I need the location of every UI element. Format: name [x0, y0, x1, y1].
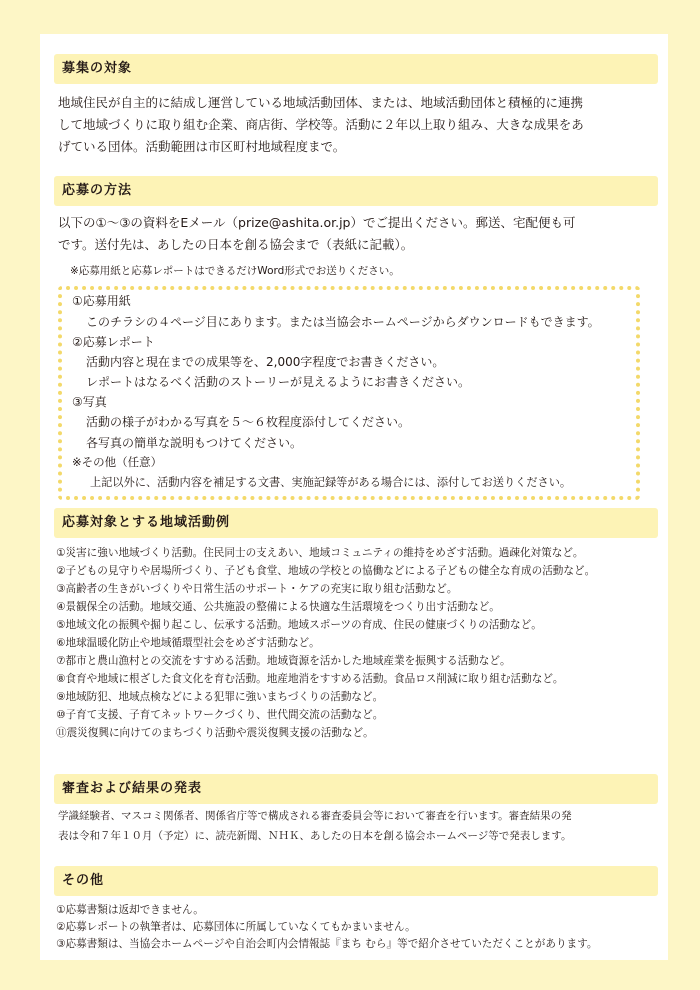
list-item: ⑨地域防犯、地域点検などによる犯罪に強いまちづくりの活動など。: [56, 691, 384, 703]
list-item: ⑤地域文化の振興や掘り起こし、伝承する活動。地域スポーツの育成、住民の健康づくりの活動など。: [56, 619, 542, 631]
list-item: ①応募書類は返却できません。: [56, 904, 204, 916]
review-line: 学識経験者、マスコミ関係者、関係省庁等で構成される審査委員会等において審査を行います。審査結果の発: [58, 810, 572, 822]
word-format-note: ※応募用紙と応募レポートはできるだけWord形式でお送りください。: [70, 265, 400, 277]
review-line: 表は令和７年１０月（予定）に、読売新聞、ＮＨＫ、あしたの日本を創る協会ホームページ等で発表します。: [58, 830, 572, 842]
target-line: 地域住民が自主的に結成し運営している地域活動団体、または、地域活動団体と積極的に連携: [58, 95, 584, 110]
list-item: ⑪震災復興に向けてのまちづくり活動や震災復興支援の活動など。: [56, 727, 374, 739]
list-item: ②子どもの見守りや居場所づくり、子ども食堂、地域の学校との協働などによる子どもの健全な育成の活動など。: [56, 565, 596, 577]
flyer-page: [40, 34, 668, 960]
list-item: ③高齢者の生きがいづくりや日常生活のサポート・ケアの充実に取り組む活動など。: [56, 583, 458, 595]
method-description: [58, 212, 662, 256]
list-item: ①災害に強い地域づくり活動。住民同士の支えあい、地域コミュニティの維持をめざす活動。過疎化対策など。: [56, 547, 584, 559]
activity-examples-list: [56, 544, 595, 742]
list-item: ⑩子育て支援、子育てネットワークづくり、世代間交流の活動など。: [56, 709, 384, 721]
doc-item-text: 活動内容と現在までの成果等を、2,000字程度でお書きください。: [86, 355, 445, 369]
section-heading-target: 募集の対象: [54, 54, 658, 84]
doc-item-title: ②応募レポート: [72, 335, 155, 349]
section-heading-examples: 応募対象とする地域活動例: [54, 508, 658, 538]
method-line: です。送付先は、あしたの日本を創る協会まで（表紙に記載）。: [58, 237, 414, 252]
doc-item-title: ①応募用紙: [72, 294, 131, 308]
doc-item-text: 活動の様子がわかる写真を５～６枚程度添付してください。: [86, 415, 411, 429]
list-item: ④景観保全の活動。地域交通、公共施設の整備による快適な生活環境をつくり出す活動など。: [56, 601, 500, 613]
target-line: げている団体。活動範囲は市区町村地域程度まで。: [58, 139, 346, 154]
doc-item-text: このチラシの４ページ目にあります。または当協会ホームページからダウンロードもできます。: [86, 315, 600, 329]
section-heading-other: その他: [54, 866, 658, 896]
doc-item-text: 上記以外に、活動内容を補足する文書、実施記録等がある場合には、添付してお送りください。: [90, 476, 572, 489]
target-line: して地域づくりに取り組む企業、商店街、学校等。活動に２年以上取り組み、大きな成果をあ: [58, 117, 584, 132]
doc-item-text: レポートはなるべく活動のストーリーが見えるようにお書きください。: [86, 375, 471, 389]
review-description: [58, 806, 662, 846]
doc-item-title: ③写真: [72, 395, 107, 409]
list-item: ②応募レポートの執筆者は、応募団体に所属していなくてもかまいません。: [56, 921, 416, 933]
doc-item-text: 各写真の簡単な説明もつけてください。: [86, 436, 303, 450]
method-line: 以下の①～③の資料をEメール（prize@ashita.or.jp）でご提出ください。郵送、宅配便も可: [58, 215, 576, 230]
target-description: [58, 92, 662, 158]
doc-item-title: ※その他（任意）: [72, 455, 163, 469]
other-notes-list: [56, 902, 598, 953]
section-heading-method: 応募の方法: [54, 176, 658, 206]
section-heading-review: 審査および結果の発表: [54, 774, 658, 804]
list-item: ⑥地球温暖化防止や地域循環型社会をめざす活動など。: [56, 637, 320, 649]
list-item: ⑦都市と農山漁村との交流をすすめる活動。地域資源を活かした地域産業を振興する活動など。: [56, 655, 511, 667]
list-item: ③応募書類は、当協会ホームページや自治会町内会情報誌『まち むら』等で紹介させていただくことがあります。: [56, 938, 598, 950]
list-item: ⑧食育や地域に根ざした食文化を育む活動。地産地消をすすめる活動。食品ロス削減に取り組む活動など。: [56, 673, 564, 685]
